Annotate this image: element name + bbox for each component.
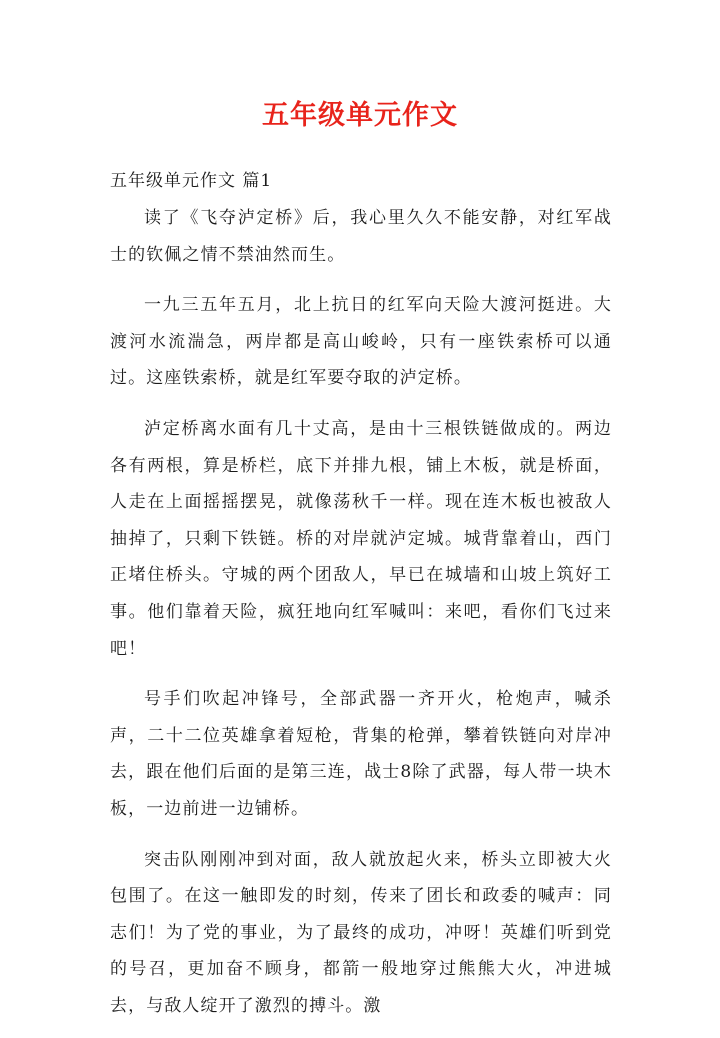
page-title: 五年级单元作文	[262, 100, 458, 131]
article-body	[110, 200, 612, 1038]
paragraph: 泸定桥离水面有几十丈高，是由十三根铁链做成的。两边各有两根，算是桥栏，底下并排九根，铺上木板，就是桥面，人走在上面摇摇摆晃，就像荡秋千一样。现在连木板也被敌人抽掉了，只剩下铁链。桥的对岸就泸定城。城背靠着山，西门正堵住桥头。守城的两个团敌人，早已在城墙和山坡上筑好工事。他们靠着天险，疯狂地向红军喊叫：来吧，看你们飞过来吧！	[110, 418, 612, 659]
paragraph: 突击队刚刚冲到对面，敌人就放起火来，桥头立即被大火包围了。在这一触即发的时刻，传来了团长和政委的喊声：同志们！为了党的事业，为了最终的成功，冲呀！英雄们听到党的号召，更加奋不顾身，都箭一般地穿过熊熊大火，冲进城去，与敌人绽开了激烈的搏斗。激	[110, 849, 612, 1016]
section-heading: 五年级单元作文 篇1	[110, 171, 273, 191]
paragraph: 一九三五年五月，北上抗日的红军向天险大渡河挺进。大渡河水流湍急，两岸都是高山峻岭，只有一座铁索桥可以通过。这座铁索桥，就是红军要夺取的泸定桥。	[110, 295, 612, 389]
paragraph: 号手们吹起冲锋号，全部武器一齐开火，枪炮声，喊杀声，二十二位英雄拿着短枪，背集的枪弹，攀着铁链向对岸冲去，跟在他们后面的是第三连，战士8除了武器，每人带一块木板，一边前进一边铺桥。	[110, 689, 612, 819]
paragraph: 读了《飞夺泸定桥》后，我心里久久不能安静，对红军战士的钦佩之情不禁油然而生。	[110, 208, 612, 265]
